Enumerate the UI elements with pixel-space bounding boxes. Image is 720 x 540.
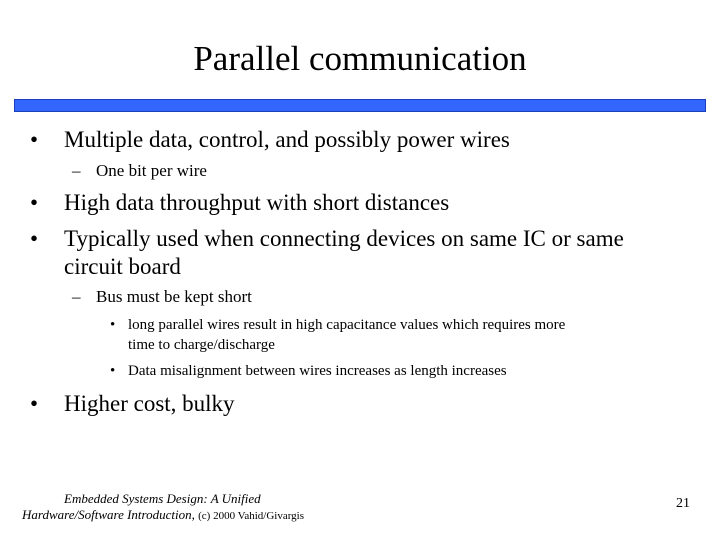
bullet-marker: • [30, 127, 39, 152]
bullet-marker: • [30, 190, 39, 215]
sub-sub-bullet-marker: • [110, 317, 116, 333]
bullet-text: Higher cost, bulky [64, 391, 235, 416]
footer-copyright: (c) 2000 Vahid/Givargis [198, 510, 305, 522]
sub-sub-bullet-marker: • [110, 363, 116, 379]
footer-citation [22, 491, 304, 524]
bullet-marker: • [30, 226, 39, 251]
sub-bullet-marker: – [72, 161, 81, 180]
footer-book-title-line1: Embedded Systems Design: A Unified [64, 491, 261, 506]
bullet-text: High data throughput with short distances [64, 190, 450, 215]
title-underline-bar [14, 99, 706, 112]
sub-bullet-text: Bus must be kept short [96, 287, 252, 306]
slide-title: Parallel communication [193, 39, 527, 78]
bullet-marker: • [30, 391, 39, 416]
sub-sub-bullet-text: long parallel wires result in high capacitance values which requires more [128, 317, 566, 333]
footer-book-title-line2-text: Hardware/Software Introduction, [22, 507, 195, 522]
sub-bullet-marker: – [72, 287, 81, 306]
sub-bullet-text: One bit per wire [96, 161, 207, 180]
sub-sub-bullet-text: Data misalignment between wires increases as length increases [128, 363, 507, 379]
bullet-text-continuation: circuit board [64, 254, 181, 279]
footer-book-title-line2 [22, 507, 304, 524]
bullet-text: Typically used when connecting devices on same IC or same [64, 226, 624, 251]
page-number: 21 [676, 496, 690, 511]
bullet-text: Multiple data, control, and possibly power wires [64, 127, 510, 152]
sub-sub-bullet-text-continuation: time to charge/discharge [128, 337, 275, 353]
